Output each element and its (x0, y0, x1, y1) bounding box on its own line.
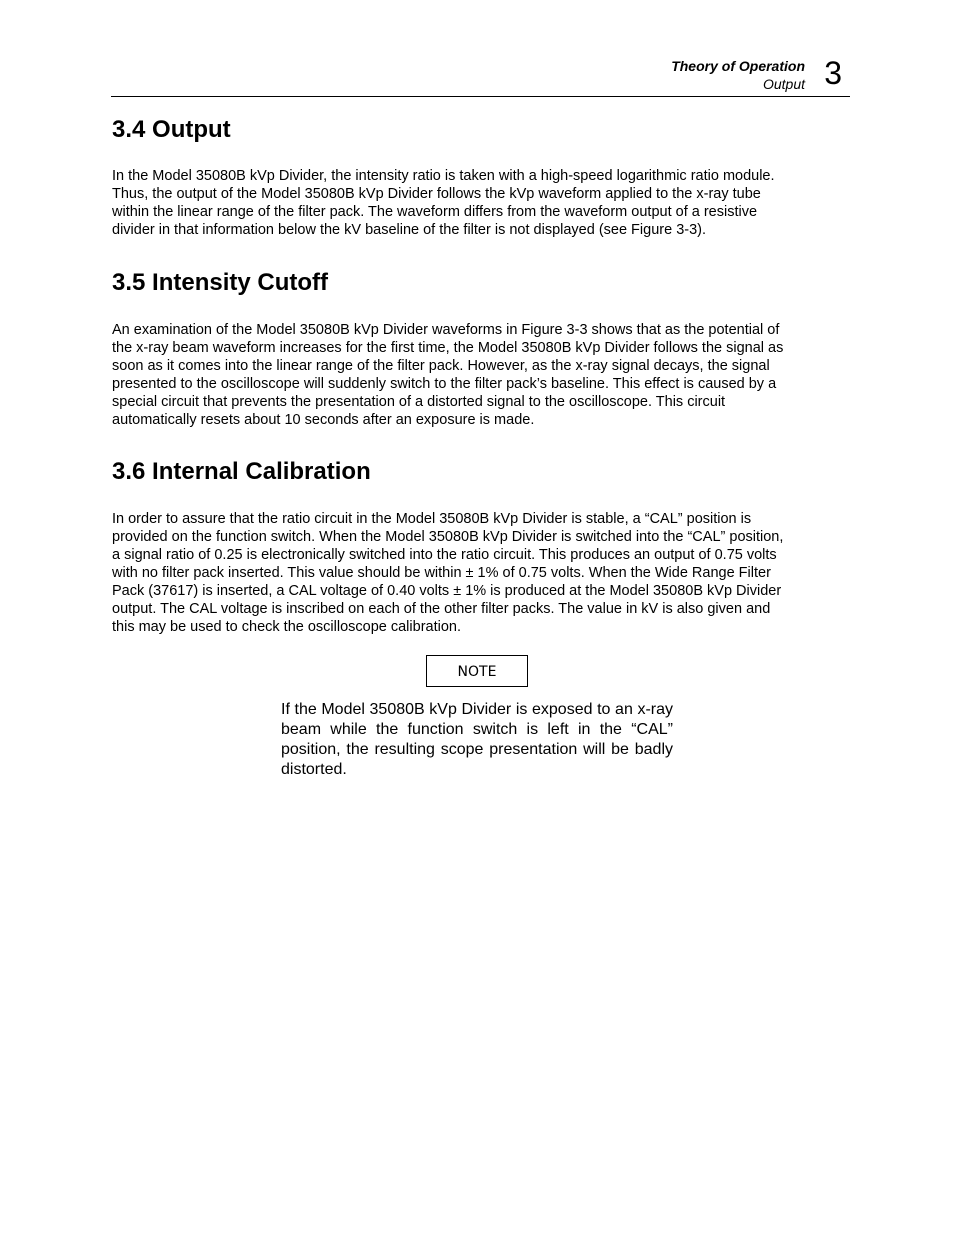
section-title-output: 3.4 Output (112, 116, 231, 143)
section-body-output: In the Model 35080B kVp Divider, the intensity ratio is taken with a high-speed logarithmic ratio module. Thus, the output of the Model 35080B kVp Divider follows the kVp waveform applied to the x-ray tube within the linear range of the filter pack. The waveform differs from the waveform output of a resistive divider in that information below the kV baseline of the filter is not displayed (see Figure 3-3). (112, 168, 775, 238)
section-body-internal-calibration: In order to assure that the ratio circuit in the Model 35080B kVp Divider is stable, a “CAL” position is provided on the function switch. When the Model 35080B kVp Divider is switched into the “CAL” position, a signal ratio of 0.25 is electronically switched into the ratio circuit. This produces an output of 0.75 volts with no filter pack inserted. This value should be within ± 1% of 0.75 volts. When the Wide Range Filter Pack (37617) is inserted, a CAL voltage of 0.40 volts ± 1% is produced at the Model 35080B kVp Divider output. The CAL voltage is inscribed on each of the other filter packs. The value in kV is also given and this may be used to check the oscilloscope calibration. (112, 511, 784, 635)
section-title-internal-calibration: 3.6 Internal Calibration (112, 458, 371, 485)
chapter-title: Theory of Operation (671, 58, 805, 74)
header-section-title: Output (762, 76, 805, 92)
page-header (111, 52, 850, 97)
note-label: NOTE (426, 655, 528, 687)
section-title-intensity-cutoff: 3.5 Intensity Cutoff (112, 269, 329, 296)
section-body-intensity-cutoff: An examination of the Model 35080B kVp Divider waveforms in Figure 3-3 shows that as the potential of the x-ray beam waveform increases for the first time, the Model 35080B kVp Divider follows the signal as soon as it comes into the linear range of the filter pack. However, as the x-ray signal decays, the signal presented to the oscilloscope will suddenly switch to the filter pack’s baseline. This effect is caused by a special circuit that prevents the presentation of a distorted signal to the oscilloscope. This circuit automatically resets about 10 seconds after an exposure is made. (112, 322, 784, 428)
note-text: If the Model 35080B kVp Divider is exposed to an x-ray beam while the function switch is left in the “CAL” position, the resulting scope presentation will be badly distorted. (281, 701, 673, 778)
chapter-number: 3 (824, 55, 842, 91)
running-head (671, 57, 805, 93)
